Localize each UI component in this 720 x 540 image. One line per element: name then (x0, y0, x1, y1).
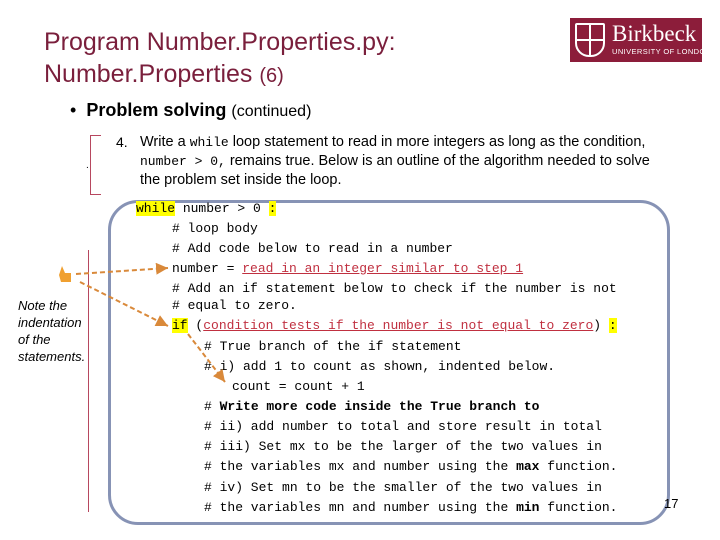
while-colon: : (268, 201, 277, 216)
code-line-11-a: # (204, 399, 220, 414)
code-line-14-a: # the variables mx and number using the (204, 459, 517, 474)
title-line-2-sub: (6) (259, 65, 284, 87)
code-line-15: # iv) Set mn to be the smaller of the two values in (204, 480, 602, 495)
bracket-dot: . (86, 160, 89, 171)
logo-subtitle: UNIVERSITY OF LONDON (612, 47, 712, 56)
title-line-1: Program Number.Properties.py: (44, 28, 396, 56)
code-line-13: # iii) Set mx to be the larger of the two values in (204, 439, 602, 454)
code-line-14-c: function. (539, 459, 618, 474)
code-line-2: # loop body (172, 221, 258, 236)
code-line-7-b: condition tests if the number is not equal to zero (203, 318, 594, 333)
title-line-2-main: Number.Properties (44, 60, 253, 88)
step-text-b: loop statement to read in more integers as long as the condition, (228, 134, 646, 150)
arrow-to-code-line-4 (76, 268, 168, 274)
note-line-1: Note the (18, 298, 68, 313)
code-line-4-a: number = (172, 261, 243, 276)
arrow-to-if-block (188, 334, 225, 382)
code-line-7-a: ( (187, 318, 204, 333)
code-line-5: # Add an if statement below to check if the number is not (172, 281, 617, 296)
while-keyword: while (136, 201, 176, 216)
code-line-3: # Add code below to read in a number (172, 241, 453, 256)
bullet-heading-text: Problem solving (86, 100, 227, 120)
code-line-1-rest: number > 0 (175, 201, 269, 216)
note-line-2: indentation (18, 315, 82, 330)
code-line-9: # i) add 1 to count as shown, indented below. (204, 359, 556, 374)
code-line-11-b: Write more code inside the True branch to (219, 399, 540, 414)
if-colon: : (608, 318, 617, 333)
code-line-4-b: read in an integer similar to step 1 (242, 261, 524, 276)
min-keyword: min (516, 500, 540, 515)
step-text-c: remains true. Below is an outline of the algorithm needed to solve the problem set inside the loop. (140, 153, 650, 188)
logo-name: Birkbeck (612, 21, 697, 46)
code-line-7-c: ) (593, 318, 609, 333)
if-keyword: if (172, 318, 188, 333)
step-text-a: Write a (140, 134, 190, 150)
code-line-16-c: function. (539, 500, 618, 515)
step-number: 4. (116, 134, 128, 150)
note-line-3: of the (18, 332, 51, 347)
bullet-continued: (continued) (231, 103, 312, 120)
code-line-16-a: # the variables mn and number using the (204, 500, 517, 515)
note-line-4: statements. (18, 349, 86, 364)
max-keyword: max (516, 459, 540, 474)
step-code-while: while (189, 135, 229, 150)
code-line-8: # True branch of the if statement (204, 339, 462, 354)
code-line-12: # ii) add number to total and store result in total (204, 419, 602, 434)
bullet-dot: • (70, 100, 87, 120)
code-line-10: count = count + 1 (232, 379, 365, 394)
step-code-condition: number > 0, (140, 154, 226, 169)
arrow-to-code-line-7 (80, 282, 168, 326)
code-line-6: # equal to zero. (172, 298, 297, 313)
page-number: 17 (664, 496, 679, 511)
